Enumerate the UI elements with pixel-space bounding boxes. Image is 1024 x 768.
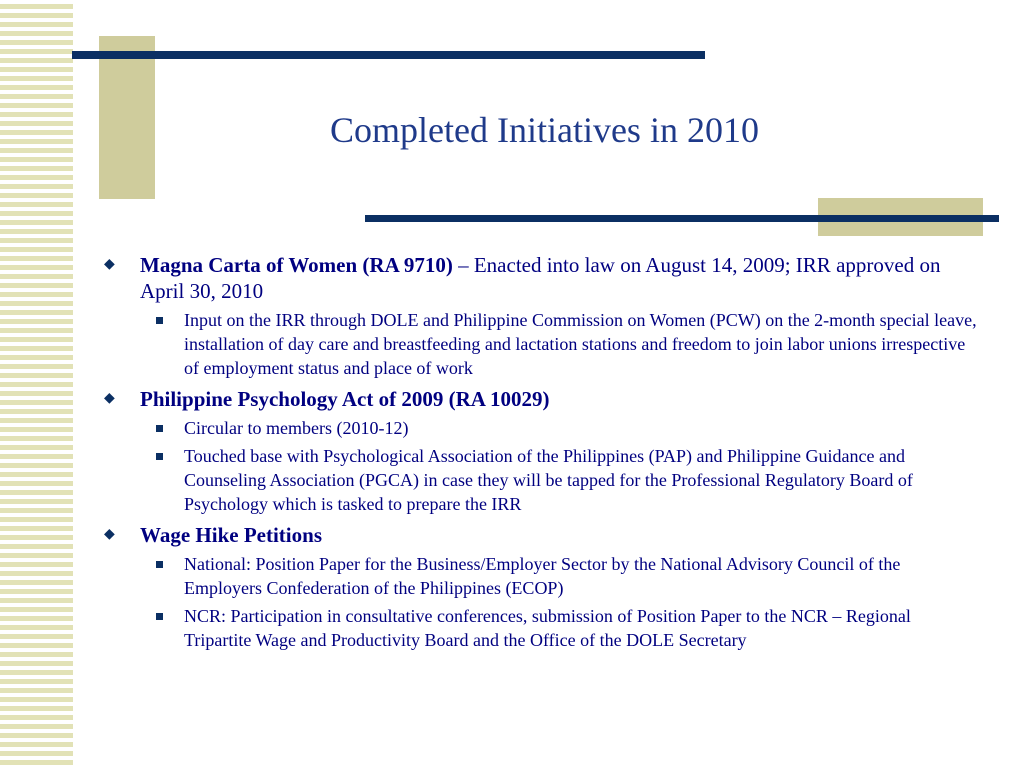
square-bullet-icon [156,425,163,432]
bullet-heading: Wage Hike Petitions [140,523,322,547]
sub-bullet-text: NCR: Participation in consultative conferences, submission of Position Paper to the NCR – Regional Tripartite Wage and Productivity Board and the Office of the DOLE Secretary [184,606,911,650]
sub-bullet-text: National: Position Paper for the Business/Employer Sector by the National Advisory Council of the Employers Confederation of the Philippines (ECOP) [184,554,901,598]
square-bullet-icon [156,613,163,620]
navy-rule-right [365,215,999,222]
navy-rule-top [72,51,705,59]
sub-bullet-item [100,416,980,440]
sub-bullet-item [100,308,980,380]
bullet-item [100,386,980,412]
diamond-bullet-icon: ◆ [104,257,115,272]
sub-bullet-item [100,552,980,600]
square-bullet-icon [156,453,163,460]
sub-bullet-text: Circular to members (2010-12) [184,418,409,438]
bullet-item [100,252,980,304]
striped-side-decoration [0,0,73,768]
square-bullet-icon [156,317,163,324]
sub-bullet-item [100,604,980,652]
sub-bullet-item [100,444,980,516]
square-bullet-icon [156,561,163,568]
tan-accent-block-top [99,36,155,199]
slide-title: Completed Initiatives in 2010 [330,110,759,150]
bullet-heading: Magna Carta of Women (RA 9710) [140,253,453,277]
sub-bullet-text: Touched base with Psychological Association of the Philippines (PAP) and Philippine Guidance and Counseling Association (PGCA) in case they will be tapped for the Professional Regulatory Board of Psychology which is tasked to prepare the IRR [184,446,913,514]
bullet-heading: Philippine Psychology Act of 2009 (RA 10029) [140,387,550,411]
bullet-text: – Enacted into law on August 14, 2009; IRR approved on April 30, 2010 [140,253,941,303]
diamond-bullet-icon: ◆ [104,391,115,406]
bullet-item [100,522,980,548]
sub-bullet-text: Input on the IRR through DOLE and Philippine Commission on Women (PCW) on the 2-month special leave, installation of day care and breastfeeding and lactation stations and freedom to join labor unions irrespective of employment status and place of work [184,310,977,378]
diamond-bullet-icon: ◆ [104,527,115,542]
slide-body [100,252,980,652]
